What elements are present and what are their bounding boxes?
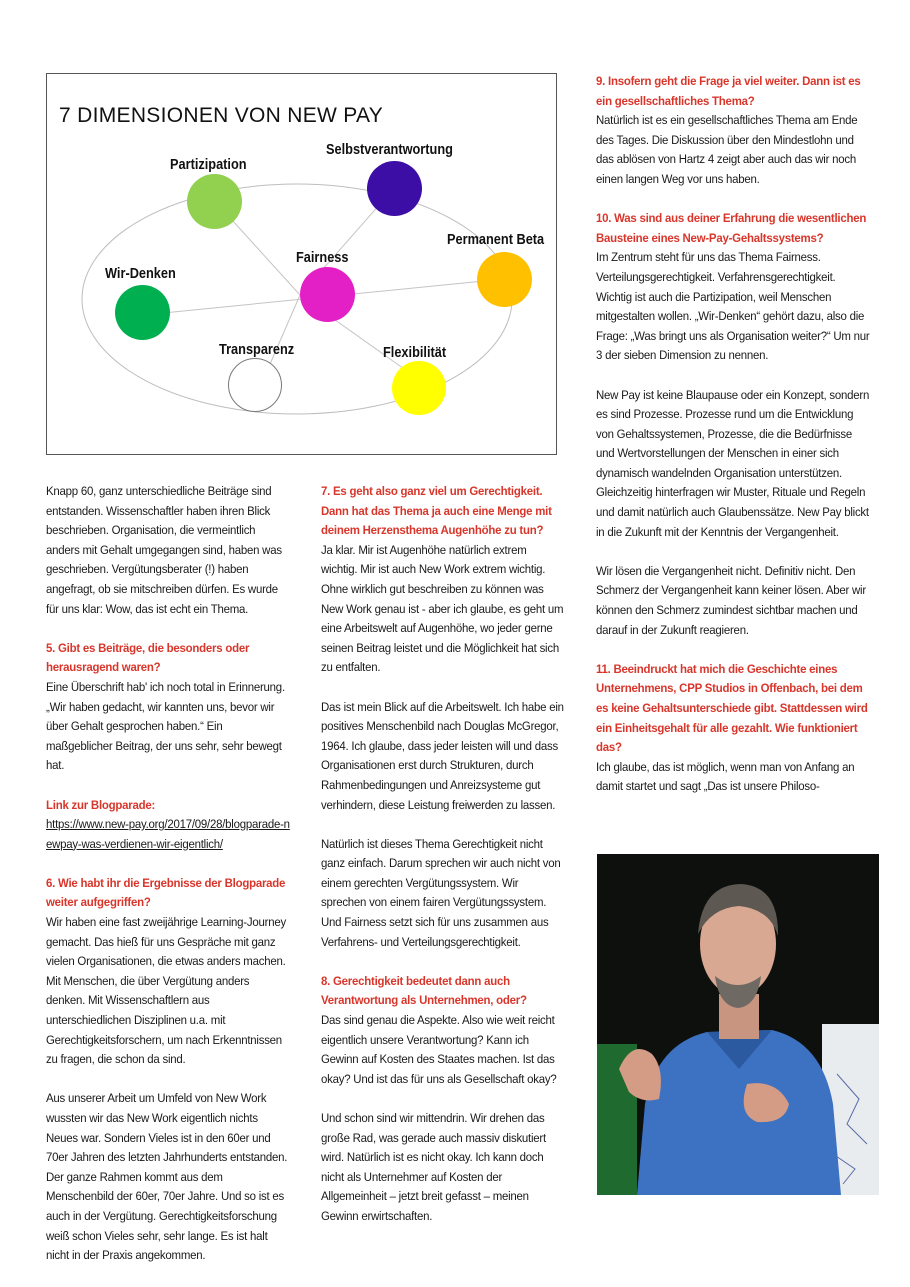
transparenz-label: Transparenz <box>219 342 295 358</box>
answer-5: Eine Überschrift hab' ich noch total in Erinnerung. „Wir haben gedacht, wir kannten uns, bevor wir über Gehalt gesprochen haben.“ Ein maßgeblicher Beitrag, der uns sehr, sehr bewegt hat. <box>46 679 285 773</box>
paragraph: Das ist mein Blick auf die Arbeitswelt. Ich habe ein positives Menschenbild nach Douglas McGregor, 1964. Ich glaube, dass jeder leisten will und dass Organisationen erst durch Strukturen, durch Rahmenbedingungen und Anreizsysteme gut verhindern, diese Leistung freiwerden zu lassen. <box>321 699 564 812</box>
answer-7: Ja klar. Mir ist Augenhöhe natürlich extrem wichtig. Mir ist auch New Work extrem wichtig. Ohne wirklich gut beschreiben zu können was New Work genau ist - aber ich glaube, es geht um eine Arbeitswelt auf Augenhöhe, wo jeder gerne seinen Beitrag leistet und die Möglichkeit hat sich zu entfalten. <box>321 542 564 675</box>
paragraph: Knapp 60, ganz unterschiedliche Beiträge sind entstanden. Wissenschaftler haben ihren Blick beschrieben. Organisation, die vermeintlich anders mit Gehalt umgegangen sind, haben was geschrieben. Vergütungsberater (!) haben angefragt, ob sie mitschreiben dürfen. Es wurde für uns klar: Wow, das ist echt ein Thema. <box>46 484 282 616</box>
answer-11: Ich glaube, das ist möglich, wenn man von Anfang an damit startet und sagt „Das ist unsere Philoso- <box>596 759 855 794</box>
partizipation-label: Partizipation <box>170 157 247 173</box>
answer-10: Im Zentrum steht für uns das Thema Fairness. Verteilungsgerechtigkeit. Verfahrensgerechtigkeit. Wichtig ist auch die Partizipation, weil Menschen mitgestalten wollen. „Wir-Denken“ gehört dazu, also die Frage: „Was bringt uns als Organisation weiter?“ Um nur 3 der sieben Dimension zu nennen. <box>596 250 870 363</box>
question-7: 7. Es geht also ganz viel um Gerechtigkeit. Dann hat das Thema ja auch eine Menge mit deinem Herzensthema Augenhöhe zu tun? <box>321 484 552 538</box>
flexibilitaet-node <box>392 361 446 415</box>
question-5: 5. Gibt es Beiträge, die besonders oder herausragend waren? <box>46 640 250 675</box>
partizipation-node <box>187 174 242 229</box>
question-6: 6. Wie habt ihr die Ergebnisse der Blogparade weiter aufgegriffen? <box>46 875 286 910</box>
transparenz-node <box>228 358 282 412</box>
speaker-illustration <box>597 854 879 1195</box>
permanent-beta-label: Permanent Beta <box>447 232 545 248</box>
column-3 <box>596 72 870 817</box>
paragraph: Natürlich ist dieses Thema Gerechtigkeit nicht ganz einfach. Darum sprechen wir auch nicht von einem gerechten Vergütungssystem. Wir sprechen von einem fairen Vergütungssystem. Und Fairness setzt sich für uns zusammen aus Verfahrens- und Verteilungsgerechtigkeit. <box>321 836 561 949</box>
question-9: 9. Insofern geht die Frage ja viel weiter. Dann ist es ein gesellschaftliches Thema? <box>596 74 861 108</box>
selbstverantwortung-label: Selbstverantwortung <box>326 142 453 158</box>
answer-9: Natürlich ist es ein gesellschaftliches Thema am Ende des Tages. Die Diskussion über den Mindestlohn und das ablösen von Hartz 4 zeigt aber auch das wir noch einen langen Weg vor uns haben. <box>596 113 858 186</box>
connector-line <box>222 209 300 295</box>
answer-8: Das sind genau die Aspekte. Also wie weit reicht eigentlich unsere Verantwortung? Kann ich Gewinn auf Kosten des Staates machen. Ist das okay? Und ist das für uns als Gesellschaft okay? <box>321 1013 557 1086</box>
flexibilitaet-label: Flexibilität <box>383 345 447 361</box>
question-8: 8. Gerechtigkeit bedeutet dann auch Verantwortung als Unternehmen, oder? <box>321 973 527 1008</box>
question-11: 11. Beeindruckt hat mich die Geschichte eines Unternehmens, CPP Studios in Offenbach, bei dem es keine Gehaltsunterschiede gibt. Stattdessen wird ein Einheitsgehalt für alle gezahlt. Wie funktioniert das? <box>596 661 868 755</box>
blogparade-link[interactable]: https://www.new-pay.org/2017/09/28/blogparade-newpay-was-verdienen-wir-eigentlich/ <box>46 817 290 851</box>
selbstverantwortung-node <box>367 161 422 216</box>
column-2 <box>321 482 566 1246</box>
permanent-beta-node <box>477 252 532 307</box>
paragraph: New Pay ist keine Blaupause oder ein Konzept, sondern es sind Prozesse. Prozesse rund um die Entwicklung von Gehaltssystemen, Prozesse, die die Bedürfnisse und Wertvorstellungen der Menschen in einer sich dynamisch wandelnden Organisation unterstützen. Gleichzeitig hinterfragen wir Muster, Rituale und Regeln und damit natürlich auch Glaubenssätze. New Pay blickt in die Zukunft mit der Kenntnis der Vergangenheit. <box>596 387 870 539</box>
fairness-node <box>300 267 355 322</box>
question-10: 10. Was sind aus deiner Erfahrung die wesentlichen Bausteine eines New-Pay-Gehaltssystems? <box>596 211 867 245</box>
answer-6: Wir haben eine fast zweijährige Learning-Journey gemacht. Das hieß für uns Gespräche mit ganz vielen Organisationen, die etwas anders machen. Mit Menschen, die über Vergütung anders denken. Mit Wissenschaftlern aus unterschiedlichen Disziplinen u.a. mit Gerechtigkeitsforschern, um nach Erkenntnissen zu fragen, die schon da sind. <box>46 915 286 1067</box>
fairness-label: Fairness <box>296 250 349 266</box>
column-1 <box>46 482 291 1285</box>
paragraph: Und schon sind wir mittendrin. Wir drehen das große Rad, was gerade auch massiv diskutiert wird. Natürlich ist es nicht okay. Ich kann doch nicht als Unternehmer auf Kosten der Allgemeinheit – jetzt breit gefasst – meinen Gewinn erwirtschaften. <box>321 1111 546 1223</box>
diagram-title: 7 DIMENSIONEN VON NEW PAY <box>59 104 384 127</box>
wir-denken-node <box>115 285 170 340</box>
link-label: Link zur Blogparade: <box>46 797 156 812</box>
new-pay-dimensions-diagram <box>46 73 557 455</box>
paragraph: Aus unserer Arbeit um Umfeld von New Work wussten wir das New Work eigentlich nichts Neues war. Sondern Vieles ist in den 60er und 70er Jahren des letzten Jahrhunderts entstanden. Der ganze Rahmen kommt aus dem Menschenbild der 60er, 70er Jahre. Und so ist es auch in der Vergütung. Gerechtigkeitsforschung weiß schon Vieles sehr, sehr lange. Es ist halt nicht in der Praxis angekommen. <box>46 1091 288 1263</box>
speaker-photo <box>597 854 879 1195</box>
paragraph: Wir lösen die Vergangenheit nicht. Definitiv nicht. Den Schmerz der Vergangenheit kann keiner lösen. Aber wir können den Schmerz zumindest sichtbar machen und darauf in der Zukunft reagieren. <box>596 563 866 637</box>
wir-denken-label: Wir-Denken <box>105 266 176 282</box>
